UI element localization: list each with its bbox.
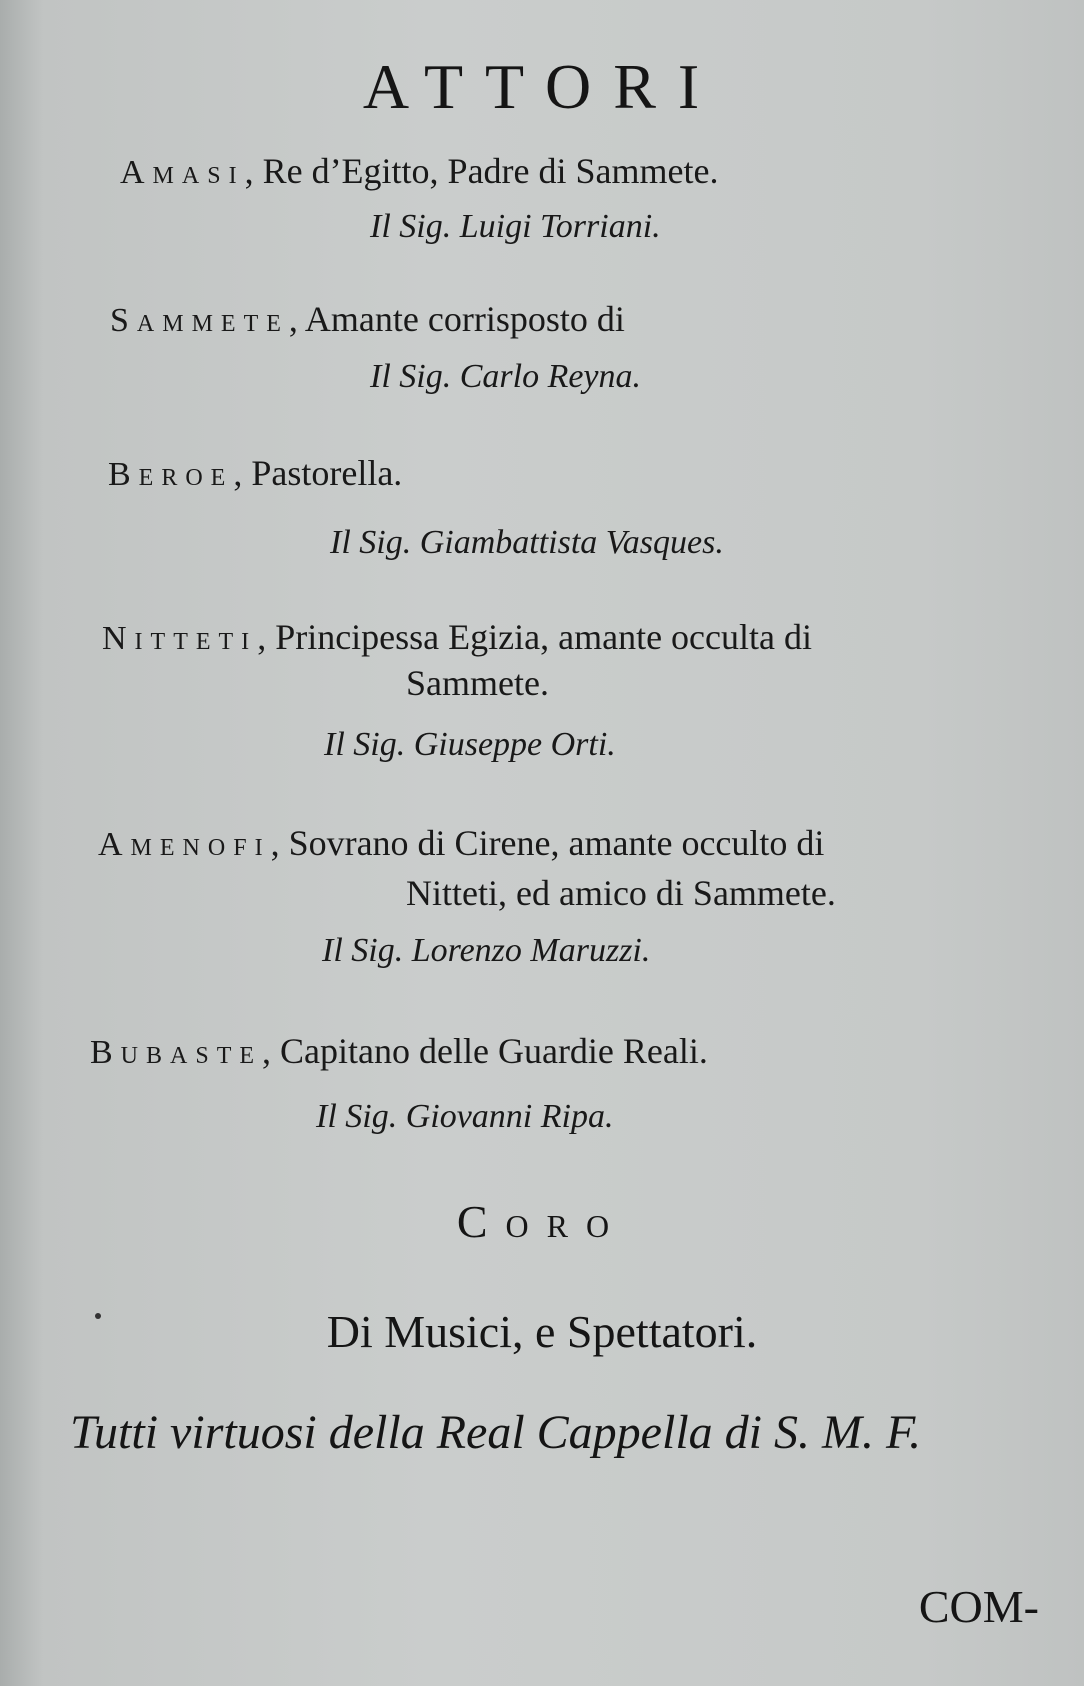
actor-line: Il Sig. Giovanni Ripa. <box>316 1098 614 1135</box>
actor-line: Il Sig. Carlo Reyna. <box>370 358 642 395</box>
actor-line: Il Sig. Lorenzo Maruzzi. <box>322 932 651 969</box>
role-line-bubaste <box>90 1030 708 1072</box>
role-description: , Sovrano di Cirene, amante occulto di <box>270 823 825 863</box>
role-name: Beroe <box>108 456 234 493</box>
role-name: Amenofi <box>98 826 271 863</box>
role-line-nitteti <box>102 616 812 658</box>
role-name: Amasi <box>120 154 245 191</box>
role-description: , Amante corrisposto di <box>288 299 625 339</box>
role-description: , Capitano delle Guardie Reali. <box>262 1031 708 1071</box>
chorus-heading: Coro <box>456 1196 628 1247</box>
role-name: Bubaste <box>90 1034 263 1071</box>
actor-line: Il Sig. Luigi Torriani. <box>370 208 661 245</box>
credit-line: Tutti virtuosi della Real Cappella di S. M. F. <box>70 1406 922 1459</box>
actor-line: Il Sig. Giambattista Vasques. <box>330 524 724 561</box>
catchword: COM- <box>918 1581 1039 1632</box>
role-line-beroe <box>108 452 402 494</box>
page-title: ATTORI <box>362 51 722 122</box>
role-description-continued: Sammete. <box>406 663 549 703</box>
role-name: Nitteti <box>102 620 258 657</box>
role-description-continued: Nitteti, ed amico di Sammete. <box>406 873 836 913</box>
role-description: , Principessa Egizia, amante occulta di <box>257 617 812 657</box>
role-description: , Pastorella. <box>233 453 403 493</box>
role-description: , Re d’Egitto, Padre di Sammete. <box>244 151 719 191</box>
role-line-amenofi <box>98 822 824 864</box>
actor-line: Il Sig. Giuseppe Orti. <box>324 726 616 763</box>
chorus-subheading: Di Musici, e Spettatori. <box>326 1306 758 1357</box>
role-line-amasi <box>120 150 718 192</box>
ink-speck <box>95 1313 101 1319</box>
role-line-sammete <box>110 298 625 340</box>
role-name: Sammete <box>110 302 289 339</box>
